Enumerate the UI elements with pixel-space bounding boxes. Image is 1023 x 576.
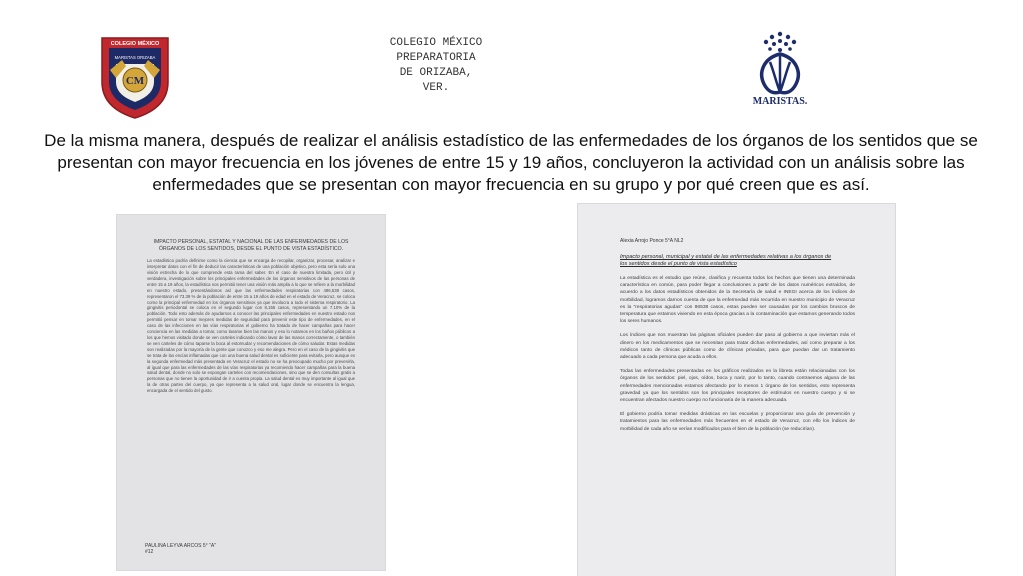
colegio-mexico-logo xyxy=(96,30,174,120)
school-line-1: COLEGIO MÉXICO xyxy=(389,37,483,49)
doc-right-paragraph: Los índices que nos muestran las páginas oficiales pueden dar paso al gobierno a que inviertan más el dinero en los medicamentos que se necesitan para tratar dichas enfermedades, así como preparar a los médicos tanto de clínicas públicas como de clínicas privadas, para que puedan dar un tratamiento adecuado a cada persona que acuda a ellos. xyxy=(620,333,855,361)
doc-right-paragraph: La estadística es el estudio que reúne, clasifica y recuenta todos los hechos que tienen una determinada característica en común, para poder llegar a conclusiones a partir de los datos numéricos extraídos, de acuerdo a los datos estadísticos obtenidos de la Secretaría de salud e INEGI acerca de los índices de morbilidad, logramos darnos cuenta de que la enfermedad más recurrida en nuestro municipio de Veracruz es la "respiratorias agudas" con 86538 casos, estas pueden ser causadas por los cambios bruscos de temperatura que estamos viviendo en esta época gracias a la contaminación que estamos generando todos los seres humanos. xyxy=(620,276,855,325)
doc-left-author: PAULINA LEYVA ARCOS 5° "A" xyxy=(145,542,216,549)
maristas-logo xyxy=(744,28,816,108)
doc-left-heading: IMPACTO PERSONAL, ESTATAL Y NACIONAL DE LAS ENFERMEDADES DE LOS ÓRGANOS DE LOS SENTIDOS, DESDE EL PUNTO DE VISTA ESTADÍSTICO. xyxy=(153,239,349,252)
main-description: De la misma manera, después de realizar el análisis estadístico de las enfermedades de los órganos de los sentidos que se presentan con mayor frecuencia en los jóvenes de entre 15 y 19 años, concluyeron la actividad con un análisis sobre las enfermedades que se presentan con mayor frecuencia en su grupo y por qué creen que es así. xyxy=(44,131,978,194)
student-document-right xyxy=(578,204,895,576)
school-header xyxy=(360,36,512,96)
svg-text:CM: CM xyxy=(125,75,145,87)
doc-right-title: Impacto personal, municipal y estatal de las enfermedades relativas a los órganos de los sentidos desde el punto de vista estadístico xyxy=(620,254,832,267)
doc-right-author: Alexia Arrojo Ponce 5°A NL2 xyxy=(620,238,684,244)
doc-right-paragraph: Todas las enfermedades presentadas en los gráficos realizados en la libreta están relacionadas con los órganos de los sentidos: piel, ojos, oídos, boca y nariz, por lo tanto, cuando contraemos alguna de las enfermedades mencionadas estamos afectando por lo menos 1 órgano de los sentidos, esto representa gravedad ya que los sentidos son los principales receptores de estímulos en nuestro cuerpo y si se encuentran afectados nuestro cuerpo no funcionaría de la manera adecuada. xyxy=(620,369,855,404)
student-document-left xyxy=(117,215,385,570)
maristas-monogram-icon xyxy=(744,28,816,108)
crest-icon xyxy=(96,30,174,120)
doc-right-paragraph: El gobierno podría tomar medidas drásticas en las escuelas y proporcionar una guía de prevención y tratamientos para las enfermedades más frecuentes en el estado de Veracruz, con ello los índices de morbilidad de cada año se verían modificados para el bien de la población (se reducirían). xyxy=(620,412,855,432)
doc-left-number: #12 xyxy=(145,549,154,556)
school-line-4: VER. xyxy=(422,82,450,94)
school-line-3: DE ORIZABA, xyxy=(399,67,473,79)
svg-text:MARISTAS.: MARISTAS. xyxy=(752,96,808,107)
svg-text:MARISTAS ORIZABA: MARISTAS ORIZABA xyxy=(114,55,156,60)
doc-left-footer xyxy=(145,543,216,556)
svg-text:COLEGIO MÉXICO: COLEGIO MÉXICO xyxy=(110,41,160,47)
school-line-2: PREPARATORIA xyxy=(396,52,476,64)
doc-left-body: La estadística podría definirse como la ciencia que se encarga de recopilar, organizar, procesar, analizar e interpretar datos con el fin de deducir las características de una población objetivo, pero esta sería solo una visión estrecha de lo que comprende esta rama del saber. En el caso de nuestra limitada, pero útil y verdadera, investigación sobre los principales enfermedades de los órganos sensitivos de las personas de entre 15 a 19 años, la estadística nos permitió tener una visión más amplia a lo que se refiere a la morbilidad en nuestro estado, presentándonos así que las enfermedades respiratorias con 486,538 casos, representaron el 73.39 % de la población de entre 15 a 19 años de edad en el estado de Veracruz, se coloca como la principal enfermedad en los órganos sensitivos ya que involucra a todo el sistema respiratorio. La gingivitis periodontal se coloca en el segundo lugar con 8,155 casos, representando un 7.10% de la población. Todo esto además de ayudarnos a conocer las principales enfermedades en nuestro estado nos permitió pensar en tomar mejores medidas de seguridad para prevenir este tipo de enfermedades, en el caso de las infecciones en las vías respiratorias el gobierno ha tratado de hacer campañas para hacer conciencia en las medidas a tomar, como lavarse bien las manos y eso lo notamos en los baños públicos a los que hemos visitado donde se ven carteles indicando cómo lavar de las manos correctamente, o también se ven carteles de cómo taparse la boca al estornudar y recomendaciones de cómo saludar. Estas medidas son realizadas por la mayoría de la gente que conozco y eso me alegra. Pero en el caso de la gingivitis que se trata de las encías inflamadas que con una buena salud dental es suficiente para evitarla, pero aunque es la segunda enfermedad más presentada en Veracruz el estado no se ha preocupado mucho por prevenirla, al igual que para las enfermedades de las vías respiratorias ya recomiendo hacer campañas para la buena salud dental, donde no solo se expongan carteles con recomendaciones, sino que se den consultas gratis a personas que no tienen la oportunidad de ir a cuenta propia. La salud dental es muy importante al igual que la de otras partes del cuerpo, ya que representa a la salud oral, lugar donde se encuentra la lengua, encargada de el sentido del gusto. xyxy=(147,258,355,394)
